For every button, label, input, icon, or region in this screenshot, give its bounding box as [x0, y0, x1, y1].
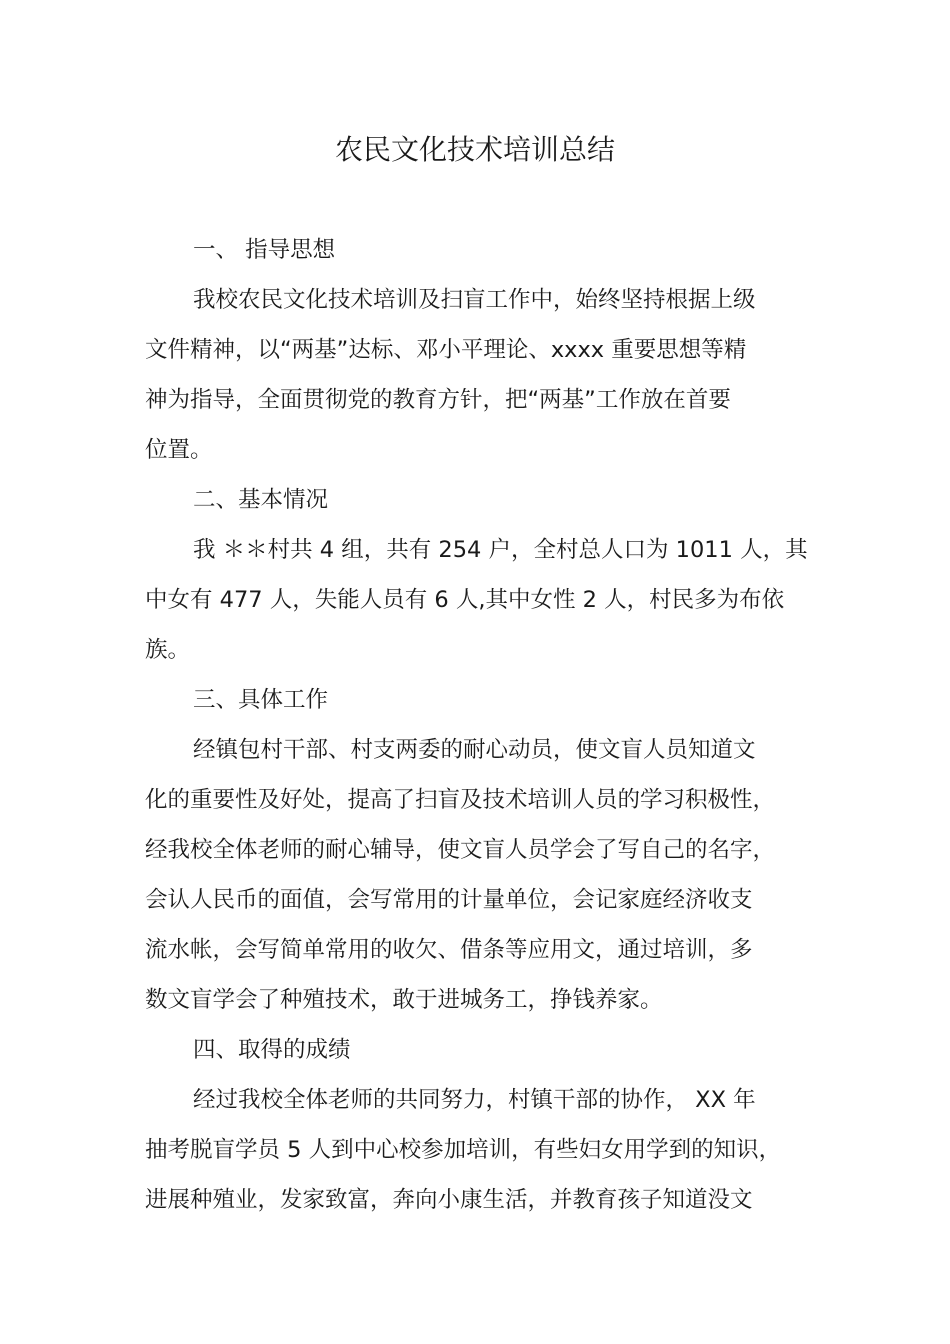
paragraph-line: 位置。 [145, 437, 213, 463]
paragraph-line: 化的重要性及好处，提高了扫盲及技术培训人员的学习积极性， [145, 787, 776, 813]
paragraph-line: 会认人民币的面值，会写常用的计量单位，会记家庭经济收支 [145, 887, 753, 913]
section-paragraph-basic-situation [145, 525, 825, 675]
document-body [145, 225, 825, 1225]
section-heading-specific-work: 三、具体工作 [193, 687, 329, 713]
section-paragraph-guiding-ideology [145, 275, 825, 475]
paragraph-line: 抽考脱盲学员 5 人到中心校参加培训，有些妇女用学到的知识， [145, 1137, 782, 1163]
paragraph-line: 中女有 477 人，失能人员有 6 人,其中女性 2 人，村民多为布依 [145, 587, 785, 613]
section-heading-achievements: 四、取得的成绩 [193, 1037, 351, 1063]
paragraph-line: 我 ＊＊村共 4 组，共有 254 户，全村总人口为 1011 人，其 [193, 537, 808, 563]
paragraph-line: 神为指导，全面贯彻党的教育方针，把“两基”工作放在首要 [145, 387, 731, 413]
section-paragraph-achievements [145, 1075, 825, 1225]
paragraph-line: 我校农民文化技术培训及扫盲工作中，始终坚持根据上级 [193, 287, 756, 313]
paragraph-line: 流水帐，会写简单常用的收欠、借条等应用文，通过培训，多 [145, 937, 753, 963]
paragraph-line: 族。 [145, 637, 191, 663]
paragraph-line: 数文盲学会了种殖技术，敢于进城务工，挣钱养家。 [145, 987, 663, 1013]
section-heading-basic-situation: 二、基本情况 [193, 487, 329, 513]
section-paragraph-specific-work [145, 725, 825, 1025]
paragraph-line: 文件精神，以“两基”达标、邓小平理论、xxxx 重要思想等精 [145, 337, 747, 363]
document-title: 农民文化技术培训总结 [334, 133, 615, 166]
paragraph-line: 进展种殖业，发家致富，奔向小康生活，并教育孩子知道没文 [145, 1187, 753, 1213]
paragraph-line: 经过我校全体老师的共同努力，村镇干部的协作， XX 年 [193, 1087, 756, 1113]
section-heading-guiding-ideology: 一、 指导思想 [193, 237, 336, 263]
paragraph-line: 经镇包村干部、村支两委的耐心动员，使文盲人员知道文 [193, 737, 756, 763]
paragraph-line: 经我校全体老师的耐心辅导，使文盲人员学会了写自己的名字， [145, 837, 776, 863]
